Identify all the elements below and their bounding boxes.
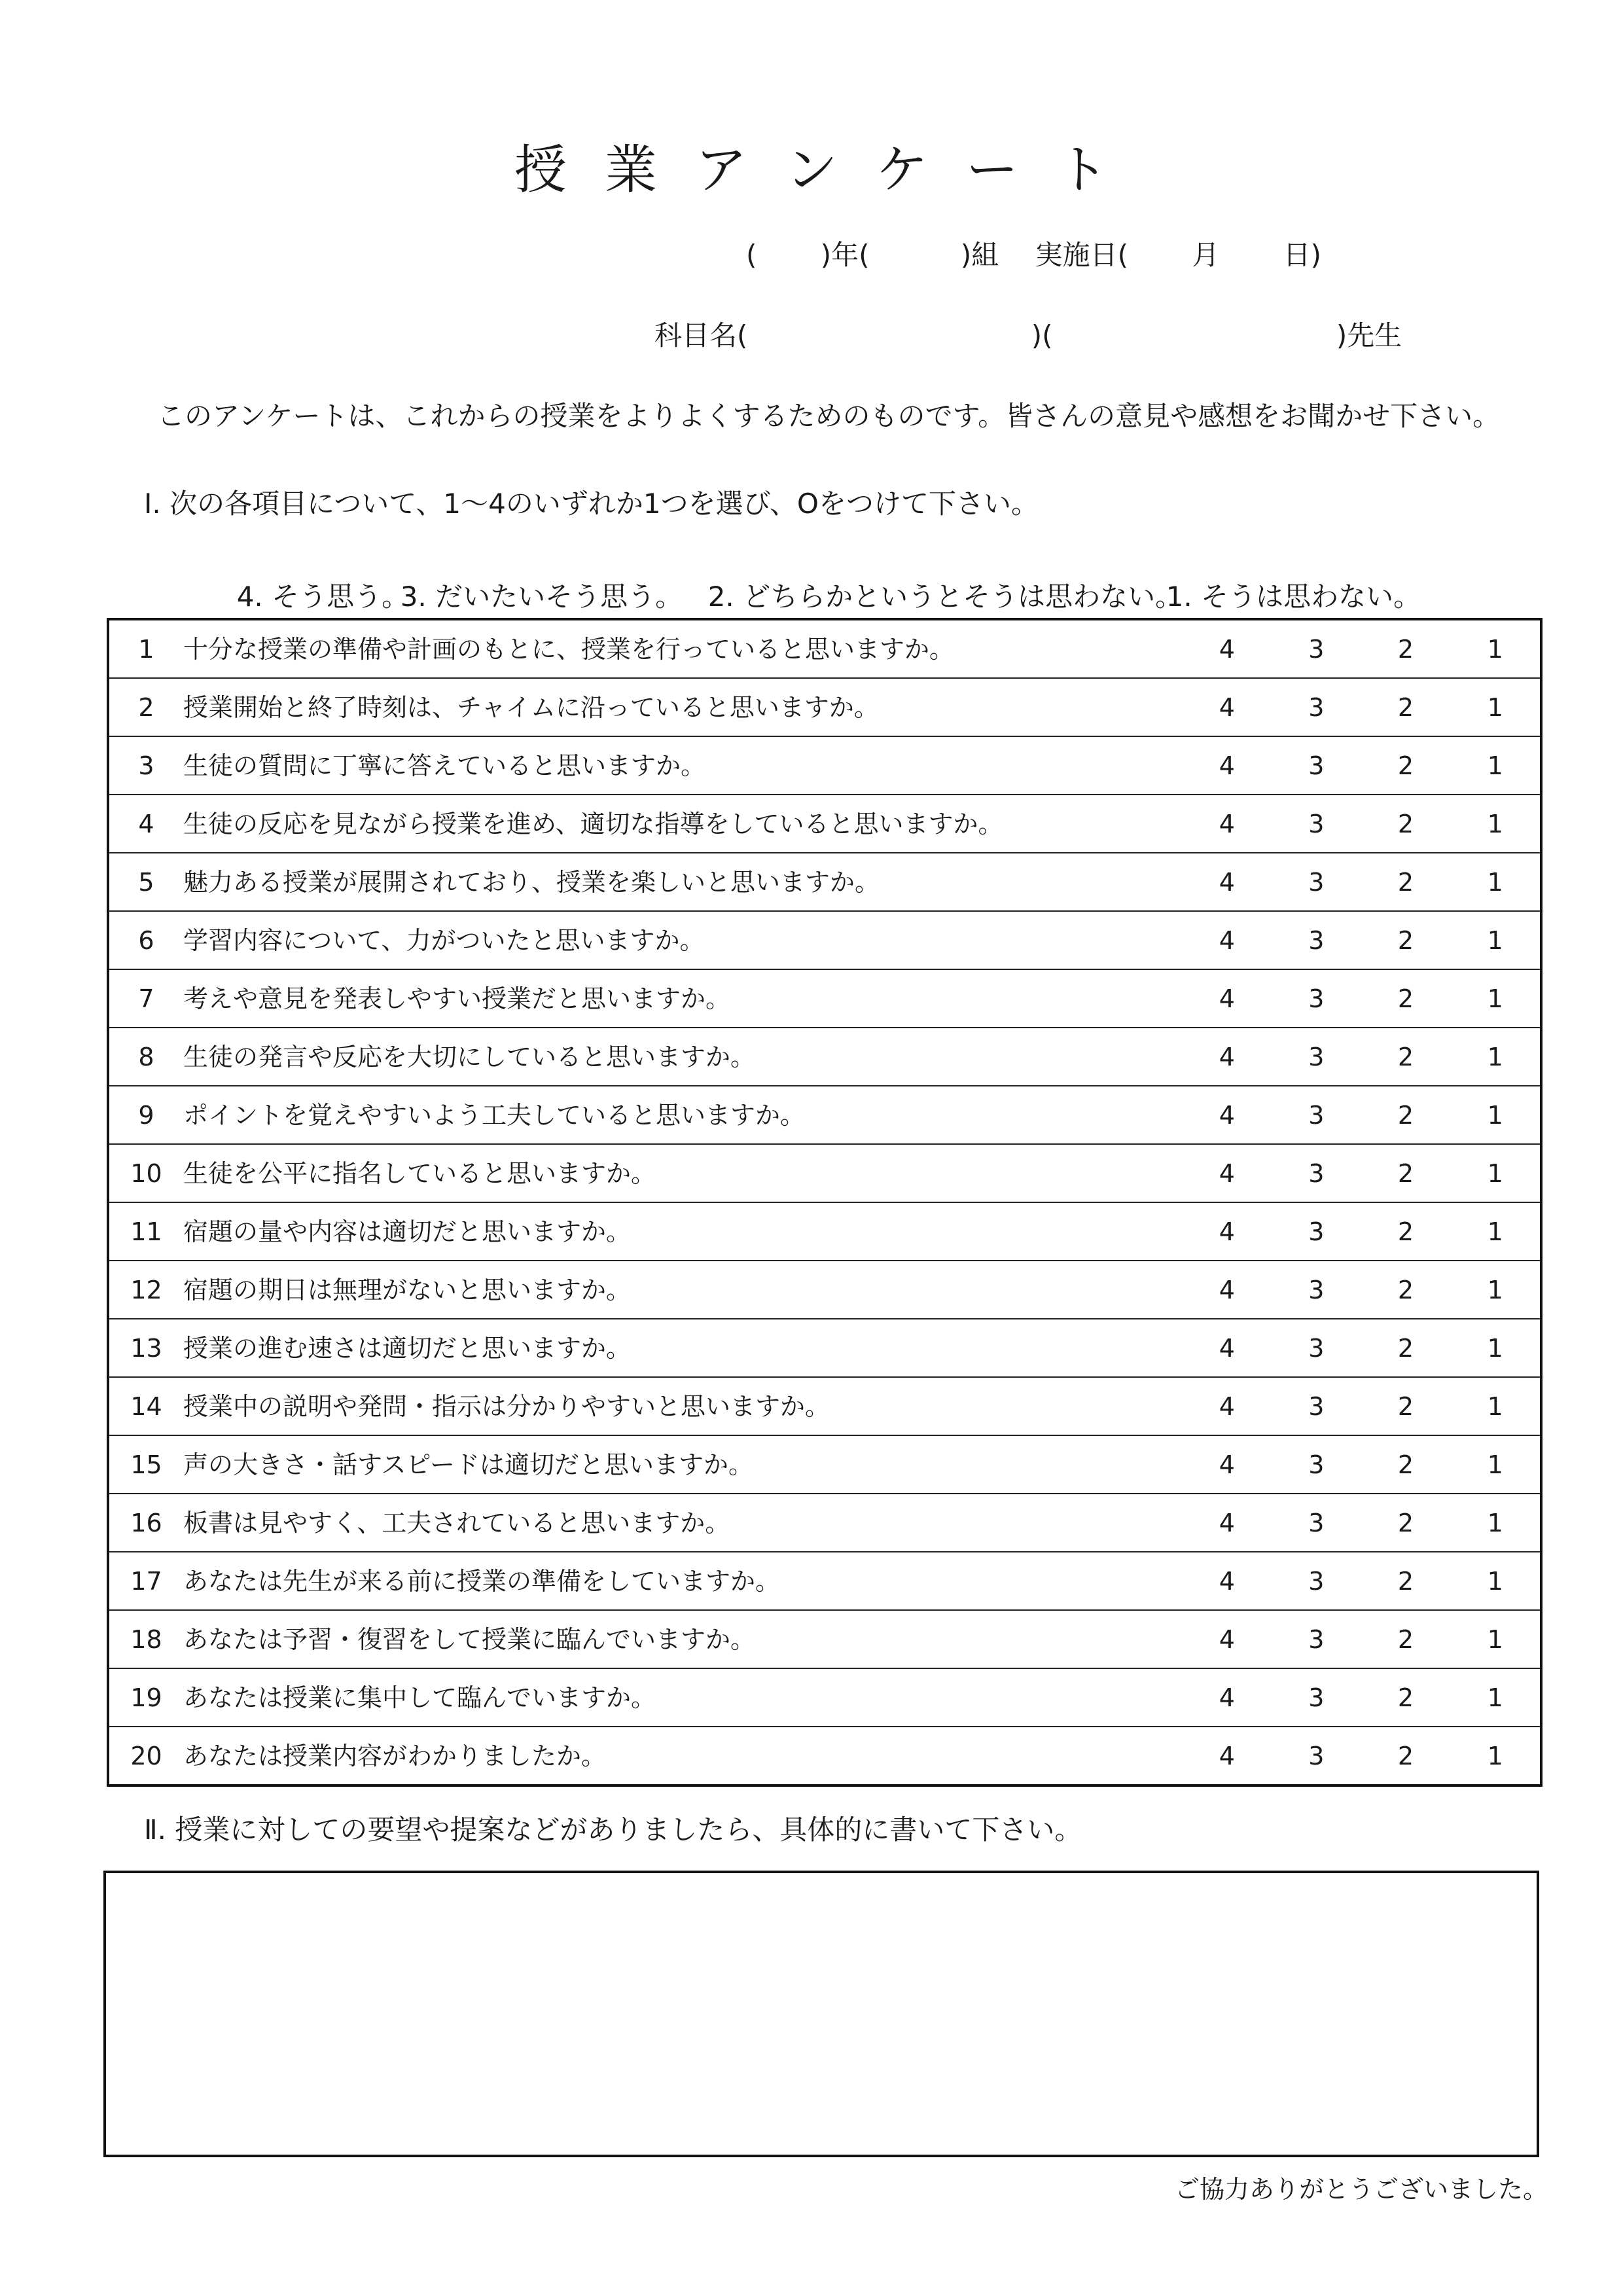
rating-option-4[interactable]: 4 [1182, 1202, 1272, 1261]
rating-option-3[interactable]: 3 [1272, 1144, 1361, 1202]
question-text: 声の大きさ・話すスピードは適切だと思いますか。 [183, 1435, 1182, 1494]
rating-option-2[interactable]: 2 [1361, 1261, 1451, 1319]
rating-option-2[interactable]: 2 [1361, 1494, 1451, 1552]
question-number: 7 [108, 969, 183, 1028]
question-row [108, 911, 1541, 969]
rating-option-2[interactable]: 2 [1361, 911, 1451, 969]
row-padding [1540, 1435, 1541, 1494]
question-row [108, 1610, 1541, 1668]
rating-option-3[interactable]: 3 [1272, 1202, 1361, 1261]
question-text: 宿題の量や内容は適切だと思いますか。 [183, 1202, 1182, 1261]
rating-option-1[interactable]: 1 [1450, 1319, 1540, 1377]
title-char: ア [695, 139, 785, 200]
question-text: 生徒の質問に丁寧に答えていると思いますか。 [183, 736, 1182, 795]
rating-option-4[interactable]: 4 [1182, 969, 1272, 1028]
rating-option-1[interactable]: 1 [1450, 1610, 1540, 1668]
row-padding [1540, 1202, 1541, 1261]
rating-option-4[interactable]: 4 [1182, 1435, 1272, 1494]
question-row [108, 1668, 1541, 1727]
row-padding [1540, 1261, 1541, 1319]
row-padding [1540, 678, 1541, 736]
question-text: あなたは予習・復習をして授業に臨んでいますか。 [183, 1610, 1182, 1668]
question-number: 15 [108, 1435, 183, 1494]
rating-option-4[interactable]: 4 [1182, 1610, 1272, 1668]
question-text: 板書は見やすく、工夫されていると思いますか。 [183, 1494, 1182, 1552]
rating-option-4[interactable]: 4 [1182, 678, 1272, 736]
rating-option-1[interactable]: 1 [1450, 1086, 1540, 1144]
rating-option-1[interactable]: 1 [1450, 1202, 1540, 1261]
rating-option-1[interactable]: 1 [1450, 1028, 1540, 1086]
rating-option-3[interactable]: 3 [1272, 678, 1361, 736]
rating-option-2[interactable]: 2 [1361, 1319, 1451, 1377]
row-padding [1540, 1319, 1541, 1377]
question-number: 9 [108, 1086, 183, 1144]
rating-option-3[interactable]: 3 [1272, 1727, 1361, 1785]
comment-box[interactable] [103, 1871, 1539, 2157]
row-padding [1540, 853, 1541, 911]
rating-option-1[interactable]: 1 [1450, 969, 1540, 1028]
question-number: 6 [108, 911, 183, 969]
question-number: 18 [108, 1610, 183, 1668]
rating-option-2[interactable]: 2 [1361, 1668, 1451, 1727]
question-row [108, 1435, 1541, 1494]
rating-option-2[interactable]: 2 [1361, 1377, 1451, 1435]
question-row [108, 1086, 1541, 1144]
question-text: 生徒の発言や反応を大切にしていると思いますか。 [183, 1028, 1182, 1086]
question-number: 14 [108, 1377, 183, 1435]
question-number: 16 [108, 1494, 183, 1552]
row-padding [1540, 1727, 1541, 1785]
question-text: 十分な授業の準備や計画のもとに、授業を行っていると思いますか。 [183, 634, 955, 664]
section1-instruction: Ⅰ. 次の各項目について、1～4のいずれか1つを選び、Oをつけて下さい。 [144, 488, 1039, 520]
rating-option-3[interactable]: 3 [1272, 1435, 1361, 1494]
rating-option-2[interactable]: 2 [1397, 634, 1414, 664]
question-row [108, 1727, 1541, 1785]
question-row [108, 1144, 1541, 1202]
row-padding [1540, 795, 1541, 853]
title-char: 業 [605, 139, 695, 200]
questionnaire-table [107, 618, 1543, 1787]
question-text: 学習内容について、力がついたと思いますか。 [183, 911, 1182, 969]
question-text: 考えや意見を発表しやすい授業だと思いますか。 [183, 969, 1182, 1028]
question-row [108, 1494, 1541, 1552]
rating-option-1[interactable]: 1 [1450, 1261, 1540, 1319]
question-text: 授業中の説明や発問・指示は分かりやすいと思いますか。 [183, 1377, 1182, 1435]
rating-option-3[interactable]: 3 [1272, 1086, 1361, 1144]
row-padding [1540, 969, 1541, 1028]
question-number: 5 [108, 853, 183, 911]
question-row [108, 1261, 1541, 1319]
question-number: 20 [108, 1727, 183, 1785]
row-padding [1540, 1086, 1541, 1144]
rating-option-3[interactable]: 3 [1272, 1261, 1361, 1319]
rating-option-2[interactable]: 2 [1361, 678, 1451, 736]
title-char: 授 [514, 139, 605, 200]
rating-option-4[interactable]: 4 [1182, 1144, 1272, 1202]
question-number: 11 [108, 1202, 183, 1261]
rating-option-2[interactable]: 2 [1361, 736, 1451, 795]
question-number: 10 [108, 1144, 183, 1202]
rating-option-4[interactable]: 4 [1182, 1377, 1272, 1435]
rating-option-3[interactable]: 3 [1272, 1494, 1361, 1552]
question-row [108, 1377, 1541, 1435]
row-padding [1540, 619, 1541, 678]
question-text: あなたは授業内容がわかりましたか。 [183, 1727, 1182, 1785]
rating-option-3[interactable]: 3 [1272, 795, 1361, 853]
question-row [108, 853, 1541, 911]
question-text: 生徒を公平に指名していると思いますか。 [183, 1144, 1182, 1202]
rating-option-1[interactable]: 1 [1450, 1668, 1540, 1727]
rating-option-4[interactable]: 4 [1182, 1319, 1272, 1377]
rating-option-2[interactable]: 2 [1361, 1610, 1451, 1668]
question-row [108, 1202, 1541, 1261]
rating-option-1[interactable]: 1 [1450, 1552, 1540, 1610]
rating-option-1[interactable]: 1 [1450, 795, 1540, 853]
rating-option-2[interactable]: 2 [1361, 853, 1451, 911]
page-title [0, 137, 1623, 203]
rating-option-3[interactable]: 3 [1272, 853, 1361, 911]
question-row [108, 1319, 1541, 1377]
question-number: 8 [108, 1028, 183, 1086]
row-padding [1540, 1668, 1541, 1727]
rating-option-3[interactable]: 3 [1272, 911, 1361, 969]
question-text: ポイントを覚えやすいよう工夫していると思いますか。 [183, 1086, 1182, 1144]
rating-scale-legend [219, 542, 1421, 615]
question-number: 13 [108, 1319, 183, 1377]
title-char: ン [785, 139, 876, 200]
question-row [108, 1552, 1541, 1610]
row-padding [1540, 1494, 1541, 1552]
rating-option-4[interactable]: 4 [1182, 1727, 1272, 1785]
rating-option-1[interactable]: 1 [1450, 1494, 1540, 1552]
class-date-line: ( )年( )組 実施日( 月 日) [746, 239, 1322, 271]
rating-option-2[interactable]: 2 [1361, 795, 1451, 853]
rating-option-3[interactable]: 3 [1272, 1028, 1361, 1086]
rating-option-2[interactable]: 2 [1361, 1727, 1451, 1785]
question-row [108, 678, 1541, 736]
question-number: 2 [108, 678, 183, 736]
title-char: ト [1056, 139, 1147, 200]
question-row [108, 795, 1541, 853]
rating-option-4[interactable]: 4 [1182, 853, 1272, 911]
rating-option-1[interactable]: 1 [1450, 678, 1540, 736]
rating-option-2[interactable]: 2 [1361, 1435, 1451, 1494]
rating-option-4[interactable]: 4 [1182, 1086, 1272, 1144]
row-padding [1540, 736, 1541, 795]
rating-option-4[interactable]: 4 [1182, 1668, 1272, 1727]
rating-option-4[interactable]: 4 [1182, 1494, 1272, 1552]
rating-option-4[interactable]: 4 [1182, 795, 1272, 853]
question-number: 3 [108, 736, 183, 795]
rating-option-3[interactable]: 3 [1272, 736, 1361, 795]
question-text: 生徒の反応を見ながら授業を進め、適切な指導をしていると思いますか。 [183, 795, 1182, 853]
rating-option-1[interactable]: 1 [1450, 1435, 1540, 1494]
question-text: 魅力ある授業が展開されており、授業を楽しいと思いますか。 [183, 853, 1182, 911]
question-number: 17 [108, 1552, 183, 1610]
intro-text: このアンケートは、これからの授業をよりよくするためのものです。皆さんの意見や感想をお聞かせ下さい。 [157, 400, 1501, 432]
row-padding [1540, 1610, 1541, 1668]
rating-option-2[interactable]: 2 [1361, 1552, 1451, 1610]
rating-option-3[interactable]: 3 [1272, 1319, 1361, 1377]
question-text: 授業の進む速さは適切だと思いますか。 [183, 1319, 1182, 1377]
rating-option-1[interactable]: 1 [1450, 736, 1540, 795]
question-text: あなたは授業に集中して臨んでいますか。 [183, 1668, 1182, 1727]
rating-option-3[interactable]: 3 [1272, 969, 1361, 1028]
question-number: 1 [138, 634, 154, 664]
row-padding [1540, 1377, 1541, 1435]
rating-option-3[interactable]: 3 [1272, 1552, 1361, 1610]
rating-option-4[interactable]: 4 [1182, 1552, 1272, 1610]
rating-option-1[interactable]: 1 [1450, 853, 1540, 911]
question-number: 4 [108, 795, 183, 853]
title-char: ー [966, 139, 1056, 200]
rating-option-1[interactable]: 1 [1450, 1727, 1540, 1785]
rating-option-2[interactable]: 2 [1361, 1144, 1451, 1202]
rating-option-2[interactable]: 2 [1361, 1028, 1451, 1086]
rating-option-3[interactable]: 3 [1308, 634, 1325, 664]
rating-option-3[interactable]: 3 [1272, 1377, 1361, 1435]
title-char: ケ [876, 139, 966, 200]
rating-option-2[interactable]: 2 [1361, 1086, 1451, 1144]
rating-option-4[interactable]: 4 [1182, 1261, 1272, 1319]
row-padding [1540, 1144, 1541, 1202]
row-padding [1540, 1028, 1541, 1086]
question-row [108, 736, 1541, 795]
row-padding [1540, 1552, 1541, 1610]
scale-3: 3. だいたいそう思う。 [400, 581, 683, 613]
question-text: あなたは先生が来る前に授業の準備をしていますか。 [183, 1552, 1182, 1610]
subject-teacher-line: 科目名( )( )先生 [654, 319, 1402, 351]
row-padding [1540, 911, 1541, 969]
scale-1: 1. そうは思わない。 [1166, 581, 1421, 613]
question-row [108, 1028, 1541, 1086]
rating-option-1[interactable]: 1 [1450, 1377, 1540, 1435]
rating-option-1[interactable]: 1 [1450, 911, 1540, 969]
question-row [108, 619, 1541, 678]
rating-option-4[interactable]: 4 [1182, 911, 1272, 969]
section2-instruction: Ⅱ. 授業に対しての要望や提案などがありましたら、具体的に書いて下さい。 [144, 1814, 1082, 1846]
scale-2: 2. どちらかというとそうは思わない。 [707, 581, 1183, 613]
question-number: 19 [108, 1668, 183, 1727]
rating-option-1[interactable]: 1 [1450, 1144, 1540, 1202]
rating-option-4[interactable]: 4 [1219, 634, 1235, 664]
question-number: 12 [108, 1261, 183, 1319]
rating-option-2[interactable]: 2 [1361, 1202, 1451, 1261]
rating-option-3[interactable]: 3 [1272, 1610, 1361, 1668]
rating-option-1[interactable]: 1 [1487, 634, 1503, 664]
question-text: 授業開始と終了時刻は、チャイムに沿っていると思いますか。 [183, 678, 1182, 736]
rating-option-3[interactable]: 3 [1272, 1668, 1361, 1727]
question-text: 宿題の期日は無理がないと思いますか。 [183, 1261, 1182, 1319]
rating-option-4[interactable]: 4 [1182, 736, 1272, 795]
rating-option-4[interactable]: 4 [1182, 1028, 1272, 1086]
thanks-message: ご協力ありがとうございました。 [1175, 2175, 1548, 2204]
rating-option-2[interactable]: 2 [1361, 969, 1451, 1028]
question-row [108, 969, 1541, 1028]
scale-4: 4. そう思う。 [236, 581, 410, 613]
